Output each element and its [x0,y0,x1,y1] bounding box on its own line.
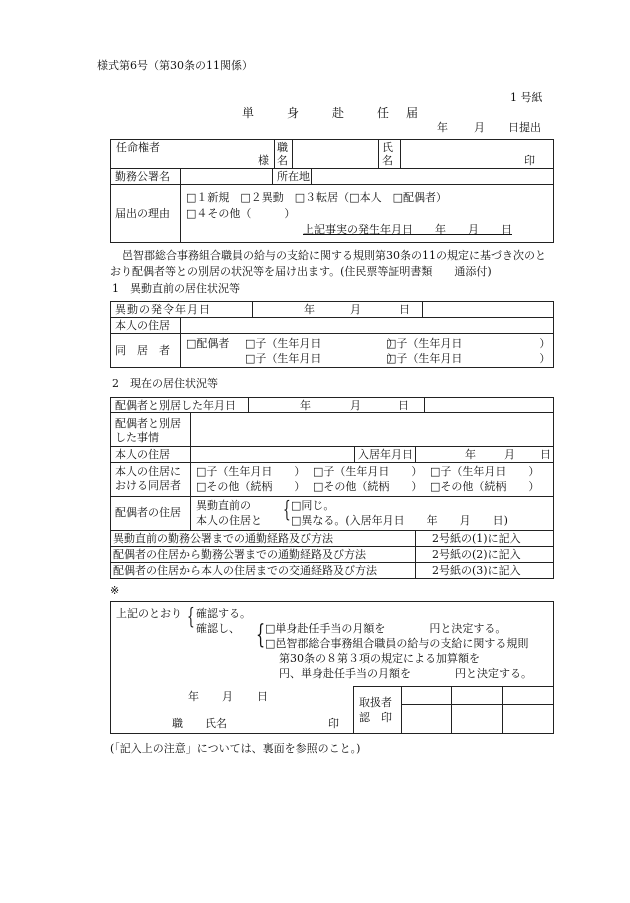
child-entry: □子（生年月日 ） [386,352,551,365]
allowance-option: □単身赴任手当の月額を 円と決定する。 [265,622,507,635]
note-mark: ※ [110,584,120,597]
entry-date-label: 入居年月日 [358,448,413,461]
route-instruction: 2号紙の(1)に記入 [432,532,521,545]
entry-day: 日 [540,448,551,461]
self-residence-label: 本人の住居 [115,448,170,461]
name-label: 名 [382,154,393,167]
previous-residence-compare: 本人の住居と [196,514,262,527]
route-instruction: 2号紙の(2)に記入 [432,548,521,561]
child-entry: □子（生年月日 ） [430,465,540,478]
brace-glyph: { [256,620,266,650]
allowance-option: 円、単身赴任手当の月額を 円と決定する。 [279,667,532,680]
seal-mark: 印 [328,717,339,730]
different-checkbox: □異なる。(入居年月日 年 月 日) [291,514,508,527]
submit-year: 年 [437,121,448,134]
reason-label: 届出の理由 [115,207,170,220]
route-label: 配偶者の住居から勤務公署までの通勤経路及び方法 [113,548,366,561]
child-entry: □子（生年月日 ） [245,337,399,350]
separation-day: 日 [398,399,409,412]
cohabitant-label: 同 居 者 [115,344,170,357]
name-label: 氏 [382,141,393,154]
form-number: 様式第6号（第30条の11関係） [97,59,253,72]
intro-line: おり配偶者等との別居の状況等を届け出ます。(住民票等証明書類 通添付) [110,265,492,278]
sama-label: 様 [258,154,269,167]
allowance-option: 第30条の８第３項の規定による加算額を [279,652,480,665]
official-name-label: 職 氏名 [172,717,227,730]
seal-mark: 印 [524,154,535,167]
job-label: 名 [277,154,288,167]
entry-year: 年 [465,448,476,461]
separation-month: 月 [350,399,361,412]
submit-day: 日提出 [508,121,541,134]
allowance-option: □邑智郡総合事務組合職員の給与の支給に関する規則 [265,637,529,650]
separation-reason-label: した事情 [115,431,159,444]
location-label: 所在地 [277,170,310,183]
self-residence-label: 本人の住居 [115,319,170,332]
section2-heading: 2 現在の居住状況等 [112,377,218,390]
separation-year: 年 [300,399,311,412]
other-entry: □その他（続柄 ） [313,480,423,493]
brace-glyph: { [283,498,291,523]
title-char: 届 [406,106,419,120]
child-entry: □子（生年月日 ） [245,352,399,365]
confirm-option: 確認する。 [196,607,251,620]
occurrence-date: 上記事実の発生年月日 年 月 日 [303,223,512,236]
title-char: 身 [287,106,300,120]
separation-date-label: 配偶者と別居した年月日 [115,399,236,412]
brace-glyph: { [187,605,195,630]
reason-other: □４その他（ ） [186,207,296,220]
confirm-option: 確認し、 [196,622,240,635]
reason-options: □１新規 □２異動 □３転居（□本人 □配偶者） [186,191,447,204]
job-label: 職 [277,141,288,154]
spouse-checkbox: □配偶者 [186,337,230,350]
move-date-label: 異動の発令年月日 [115,303,211,316]
child-entry: □子（生年月日 ） [313,465,423,478]
route-label: 配偶者の住居から本人の住居までの交通経路及び方法 [113,564,377,577]
section1-heading: 1 異動直前の居住状況等 [112,282,240,295]
route-instruction: 2号紙の(3)に記入 [432,564,521,577]
child-entry: □子（生年月日 ） [196,465,306,478]
move-day: 日 [399,303,410,316]
title-char: 任 [377,106,390,120]
submit-month: 月 [474,121,485,134]
office-label: 勤務公署名 [115,170,170,183]
handler-label: 認 印 [359,711,392,724]
route-label: 異動直前の勤務公署までの通勤経路及び方法 [113,532,333,545]
appointer-label: 任命権者 [116,141,160,154]
confirm-year: 年 [188,690,199,703]
separation-reason-label: 配偶者と別居 [115,417,181,430]
title-char: 赴 [332,106,345,120]
move-year: 年 [304,303,315,316]
confirm-day: 日 [257,690,268,703]
title-char: 単 [242,106,255,120]
handler-label: 取扱者 [359,696,392,709]
child-entry: □子（生年月日 ） [386,337,551,350]
other-entry: □その他（続柄 ） [430,480,540,493]
current-cohabitant-label: おける同居者 [115,479,181,492]
intro-line: 邑智郡総合事務組合職員の給与の支給に関する規則第30条の11の規定に基づき次のと [122,249,546,262]
spouse-residence-label: 配偶者の住居 [115,506,181,519]
footer-note: (「記入上の注意」については、裏面を参照のこと。) [110,742,361,755]
sheet-label: 1 号紙 [510,91,543,104]
other-entry: □その他（続柄 ） [196,480,306,493]
same-checkbox: □同じ。 [291,499,335,512]
confirm-month: 月 [222,690,233,703]
confirm-lead: 上記のとおり [116,607,182,620]
entry-month: 月 [504,448,515,461]
previous-residence-compare: 異動直前の [196,499,251,512]
move-month: 月 [350,303,361,316]
current-cohabitant-label: 本人の住居に [115,465,181,478]
